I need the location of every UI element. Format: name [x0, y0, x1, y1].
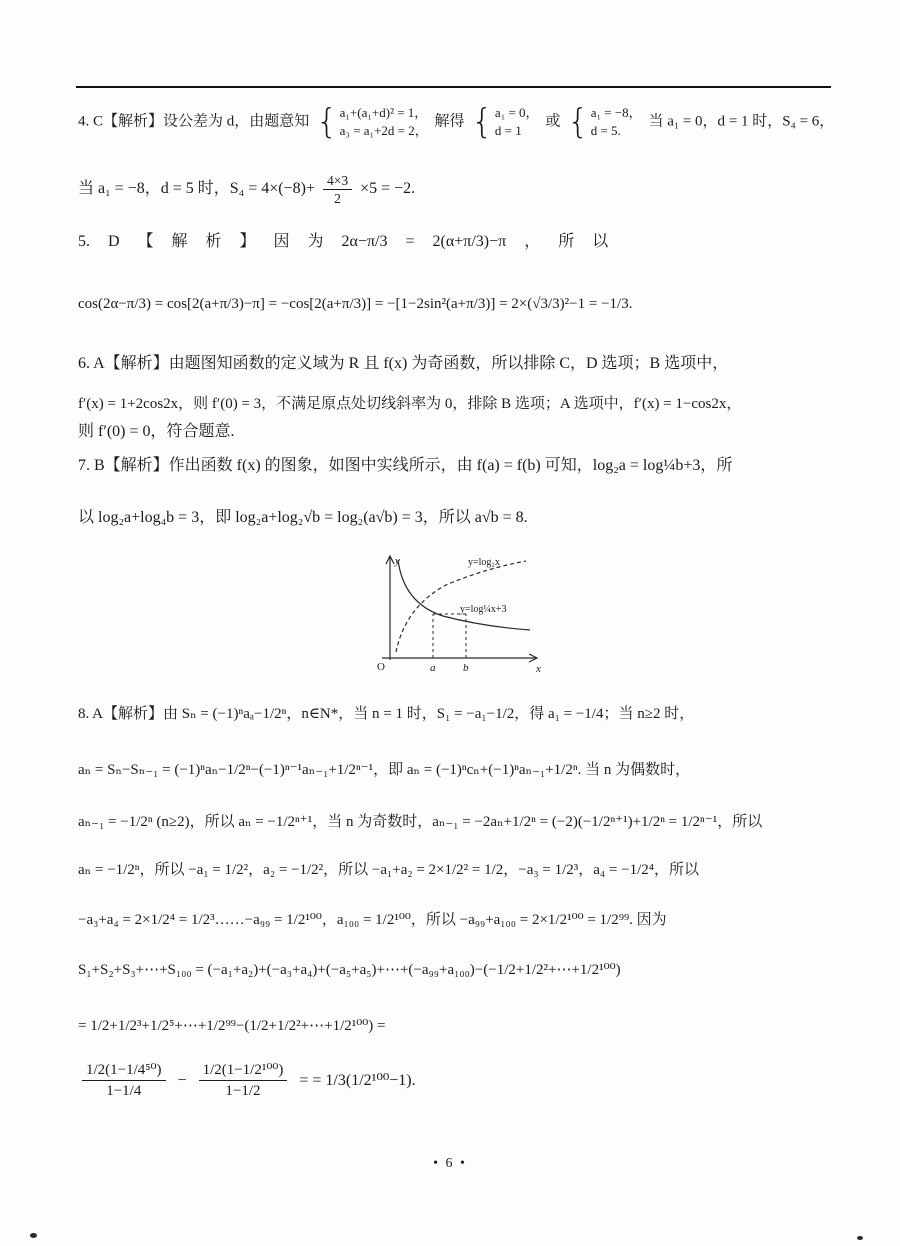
- fraction-denominator: 2: [334, 191, 341, 206]
- b-label: b: [463, 662, 469, 674]
- math-text: f′(x) = 1+2cos2x，则 f′(0) = 3，不满足原点处切线斜率为 0，排除 B 选项；A 选项中，f′(x) = 1−cos2x，: [78, 396, 742, 412]
- system-rows: [591, 104, 642, 140]
- a-label: a: [430, 662, 436, 674]
- log-quarter-curve: [398, 560, 530, 630]
- system-row: a₁+(a₁+d)² = 1，: [339, 105, 428, 120]
- solution-7-line-1: [78, 454, 836, 478]
- system-row: a₃ = a₁+2d = 2，: [339, 123, 428, 138]
- math-text: 则 f′(0) = 0，符合题意.: [78, 423, 235, 440]
- math-text: 5. D 【 解 析 】 因 为 2α−π/3 = 2(α+π/3)−π ， 所 以: [78, 233, 609, 250]
- solution-8-line-2: [78, 758, 836, 782]
- math-text: S₁+S₂+S₃+⋯+S₁₀₀ = (−a₁+a₂)+(−a₃+a₄)+(−a₅+a₅)+⋯+(−a₉₉+a₁₀₀)−(−1/2+1/2²+⋯+1/2¹⁰⁰): [78, 962, 621, 978]
- math-text: 当 a₁ = −8，d = 5 时，S₄ = 4×(−8)+: [78, 180, 315, 198]
- fraction-denominator: 1−1/2: [225, 1083, 261, 1099]
- fraction-numerator: 4×3: [323, 172, 352, 190]
- system-rows: [340, 104, 428, 140]
- math-text: aₙ = −1/2ⁿ，所以 −a₁ = 1/2²，a₂ = −1/2²，所以 −a₁+a₂ = 2×1/2² = 1/2，−a₃ = 1/2³，a₄ = −1/2⁴，所以: [78, 862, 699, 878]
- fraction: [323, 172, 352, 207]
- fraction: [199, 1060, 288, 1101]
- solution-8-line-6: [78, 958, 836, 982]
- system-rows: [495, 104, 539, 140]
- origin-label: O: [377, 661, 385, 673]
- math-text: 以 log₂a+log₄b = 3，即 log₂a+log₂√b = log₂(a√b) = 3，所以 a√b = 8.: [78, 509, 528, 526]
- solution-6-line-1: [78, 352, 836, 376]
- solution-8-line-1: [78, 702, 836, 726]
- left-brace: {: [567, 102, 589, 142]
- solution-8-line-5: [78, 908, 836, 932]
- x-axis-label: x: [536, 663, 541, 675]
- solution-7-line-2: [78, 506, 836, 530]
- math-text: ×5 = −2.: [360, 180, 416, 198]
- math-text: −a₃+a₄ = 2×1/2⁴ = 1/2³……−a₉₉ = 1/2¹⁰⁰，a₁₀₀ = 1/2¹⁰⁰，所以 −a₉₉+a₁₀₀ = 2×1/2¹⁰⁰ = 1/2⁹⁹. 因为: [78, 912, 667, 928]
- equation-system-given: [316, 104, 428, 140]
- solution-4-line-2: [78, 172, 836, 207]
- math-text: 6. A【解析】由题图知函数的定义域为 R 且 f(x) 为奇函数，所以排除 C，D 选项；B 选项中，: [78, 355, 729, 372]
- function-graph-figure: [348, 550, 543, 680]
- solution-8-line-4: [78, 858, 836, 882]
- solution-4-text-tail: 当 a₁ = 0，d = 1 时，S₄ = 6，: [648, 113, 835, 130]
- solution-8-line-3: [78, 810, 836, 834]
- solution-6-line-2: [78, 392, 836, 416]
- system-row: d = 5.: [590, 123, 621, 138]
- math-text: aₙ₋₁ = −1/2ⁿ (n≥2)，所以 aₙ = −1/2ⁿ⁺¹，当 n 为奇数时，aₙ₋₁ = −2aₙ+1/2ⁿ = (−2)(−1/2ⁿ⁺¹)+1/2ⁿ = 1/2ⁿ⁻¹，所以: [78, 814, 763, 830]
- math-text: = = 1/3(1/2¹⁰⁰−1).: [299, 1071, 416, 1089]
- fraction-denominator: 1−1/4: [106, 1083, 142, 1099]
- solution-5-line-2: [78, 292, 836, 316]
- system-row: a₁ = 0，: [494, 105, 539, 120]
- system-row: d = 1: [494, 123, 522, 138]
- curve1-label: y=log₂x: [468, 557, 500, 568]
- fraction-numerator: 1/2(1−1/4⁵⁰): [82, 1060, 166, 1081]
- math-text: cos(2α−π/3) = cos[2(a+π/3)−π] = −cos[2(a+π/3)] = −[1−2sin²(a+π/3)] = 2×(√3/3)²−1 = −1/3.: [78, 296, 633, 312]
- solution-4-text-prefix: 4. C【解析】设公差为 d，由题意知: [78, 113, 310, 130]
- page-number: • 6 •: [433, 1156, 467, 1171]
- header-rule: [76, 86, 831, 88]
- equation-system-solution-1: [471, 104, 538, 140]
- solution-8-line-7: [78, 1014, 836, 1038]
- solution-6-line-3: [78, 420, 836, 444]
- solution-4-text-mid: 解得: [434, 113, 465, 130]
- solution-5-line-1: [78, 230, 836, 254]
- scan-speck: [30, 1233, 37, 1238]
- system-row: a₁ = −8，: [590, 105, 642, 120]
- solution-4-text-or: 或: [545, 113, 561, 130]
- y-axis-label: y: [395, 555, 400, 567]
- math-text: aₙ = Sₙ−Sₙ₋₁ = (−1)ⁿaₙ−1/2ⁿ−(−1)ⁿ⁻¹aₙ₋₁+1/2ⁿ⁻¹，即 aₙ = (−1)ⁿcₙ+(−1)ⁿaₙ₋₁+1/2ⁿ. 当 n 为偶数时，: [78, 762, 691, 778]
- math-text: 7. B【解析】作出函数 f(x) 的图象，如图中实线所示，由 f(a) = f(b) 可知，log₂a = log¼b+3，所: [78, 457, 733, 474]
- scan-speck: [857, 1236, 863, 1240]
- curve2-label: y=log¼x+3: [460, 604, 507, 615]
- fraction: [82, 1060, 166, 1101]
- fraction-numerator: 1/2(1−1/2¹⁰⁰): [199, 1060, 288, 1081]
- left-brace: {: [316, 102, 338, 142]
- left-brace: {: [471, 102, 493, 142]
- solution-8-line-8: [78, 1060, 836, 1101]
- solution-4-line-1: [78, 104, 836, 140]
- math-text: 8. A【解析】由 Sₙ = (−1)ⁿaₐ−1/2ⁿ，n∈N*，当 n = 1 时，S₁ = −a₁−1/2，得 a₁ = −1/4；当 n≥2 时，: [78, 706, 695, 722]
- minus-sign: −: [177, 1071, 187, 1089]
- equation-system-solution-2: [567, 104, 642, 140]
- math-text: = 1/2+1/2³+1/2⁵+⋯+1/2⁹⁹−(1/2+1/2²+⋯+1/2¹⁰⁰) =: [78, 1018, 386, 1034]
